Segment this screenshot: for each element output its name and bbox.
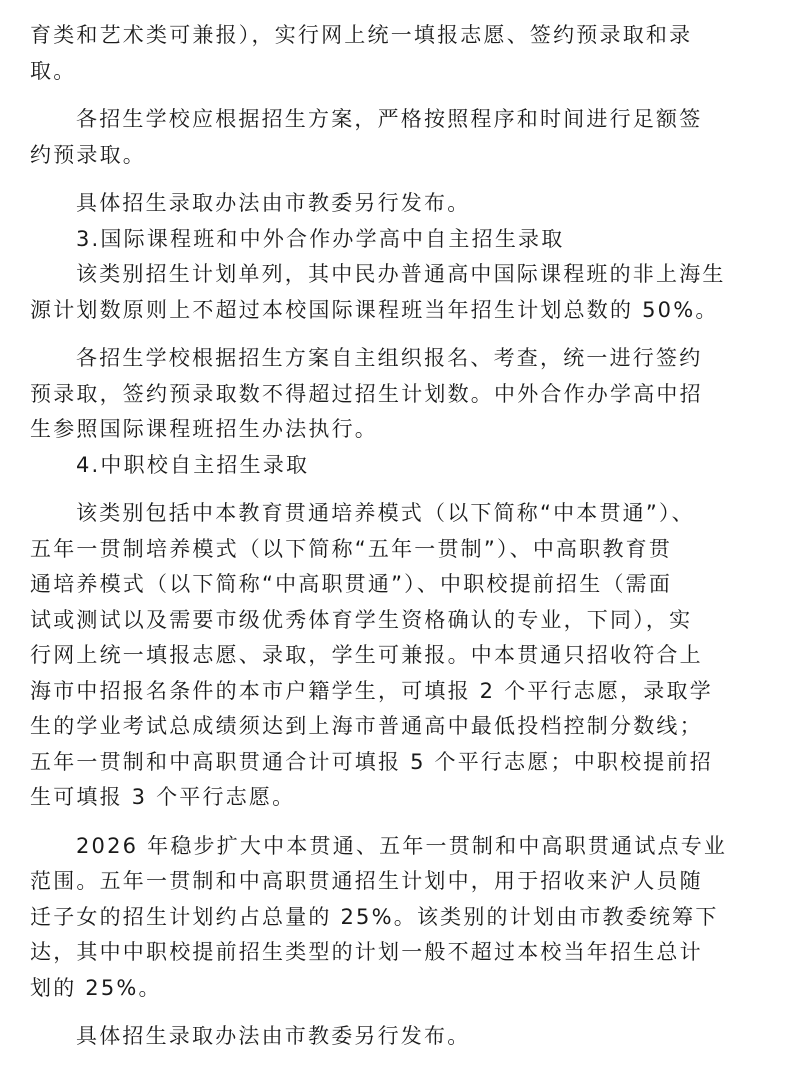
paragraph-7 [30, 829, 742, 1007]
paragraph-2 [30, 102, 742, 173]
text-line: 划的 25%。 [30, 975, 162, 1000]
document-page [30, 18, 742, 1055]
text-line: 范围。五年一贯制和中高职贯通招生计划中，用于招收来沪人员随 [30, 869, 703, 893]
text-line: 约预录取。 [30, 142, 146, 167]
text-line: 生的学业考试总成绩须达到上海市普通高中最低投档控制分数线； [30, 714, 703, 738]
paragraph-4 [30, 257, 742, 328]
text-line: 源计划数原则上不超过本校国际课程班当年招生计划总数的 50%。 [30, 297, 719, 322]
text-line: 行网上统一填报志愿、录取，学生可兼报。中本贯通只招收符合上 [30, 643, 703, 667]
section-heading-3 [30, 222, 742, 258]
text-line: 迁子女的招生计划约占总量的 25%。该类别的计划由市教委统筹下 [30, 904, 719, 929]
text-line: 五年一贯制培养模式（以下简称“五年一贯制”）、中高职教育贯 [30, 536, 673, 561]
paragraph-5 [30, 341, 742, 448]
paragraph-1 [30, 18, 742, 89]
paragraph-6 [30, 496, 742, 816]
text-line: 各招生学校根据招生方案自主组织报名、考查，统一进行签约 [76, 346, 703, 370]
text-line: 预录取，签约预录取数不得超过招生计划数。中外合作办学高中招 [30, 381, 703, 406]
text-line: 各招生学校应根据招生方案，严格按照程序和时间进行足额签 [76, 107, 703, 131]
text-line: 试或测试以及需要市级优秀体育学生资格确认的专业，下同），实 [30, 607, 693, 632]
text-line: 达，其中中职校提前招生类型的计划一般不超过本校当年招生总计 [30, 940, 703, 964]
paragraph-8 [30, 1019, 742, 1055]
text-line: 具体招生录取办法由市教委另行发布。 [76, 191, 471, 215]
text-line: 取。 [30, 58, 77, 83]
section-heading-4 [30, 448, 742, 484]
text-line: 通培养模式（以下简称“中高职贯通”）、中职校提前招生（需面 [30, 572, 673, 596]
text-line: 该类别包括中本教育贯通培养模式（以下简称“中本贯通”）、 [76, 501, 695, 525]
paragraph-3 [30, 186, 742, 222]
text-line: 生参照国际课程班招生办法执行。 [30, 417, 378, 441]
text-line: 该类别招生计划单列，其中民办普通高中国际课程班的非上海生 [76, 262, 726, 286]
text-line: 育类和艺术类可兼报），实行网上统一填报志愿、签约预录取和录 [30, 23, 693, 47]
text-line: 五年一贯制和中高职贯通合计可填报 5 个平行志愿；中职校提前招 [30, 749, 713, 774]
text-line: 海市中招报名条件的本市户籍学生，可填报 2 个平行志愿，录取学 [30, 678, 713, 703]
heading-text: 3.国际课程班和中外合作办学高中自主招生录取 [76, 226, 565, 251]
text-line: 生可填报 3 个平行志愿。 [30, 785, 296, 809]
text-line: 2026 年稳步扩大中本贯通、五年一贯制和中高职贯通试点专业 [76, 833, 728, 858]
text-line: 具体招生录取办法由市教委另行发布。 [76, 1024, 471, 1048]
heading-text: 4.中职校自主招生录取 [76, 452, 310, 477]
